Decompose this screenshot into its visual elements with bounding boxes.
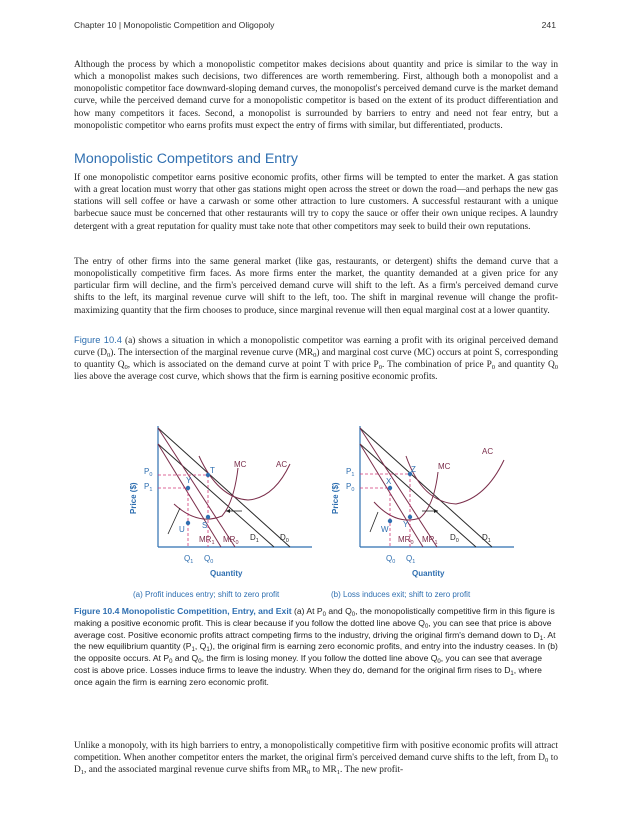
label-mc: MC xyxy=(234,460,247,469)
label-mr0: $MR_0$ xyxy=(398,535,414,546)
point-y xyxy=(408,515,412,519)
label-ac: AC xyxy=(482,447,494,456)
paragraph-demand-shift: The entry of other firms into the same general market (like gas, restaurants, or detergent) shifts the demand curve that a monopolistically competitive firm faces. As more firms enter the market, the quantity demanded at a given price for any particular firm will decline, and the firm's perceived demand curve will shift to the left. As a firm's perceived demand curve shifts to the left, its marginal revenue curve will shift to the left, too. The shift in marginal revenue will change the profit-maximizing quantity that the firm chooses to produce, since marginal revenue will then equal marginal cost at a lower quantity. xyxy=(74,257,558,316)
label-p0: $P_0$ xyxy=(144,467,153,478)
label-d0: $D_0$ xyxy=(450,533,459,544)
page-number: 241 xyxy=(541,20,556,30)
caption-title: Figure 10.4 Monopolistic Competition, Entry, and Exit xyxy=(74,606,292,616)
label-p1: $P_1$ xyxy=(346,467,355,478)
graph-panel-b xyxy=(326,416,530,601)
mr-curve-1 xyxy=(158,444,221,547)
paragraph-figure-reference: Figure 10.4 (a) shows a situation in which a monopolistic competitor was earning a profit with its original perceived demand curve $(D_0)$. The intersection of the marginal revenue curve $(MR_0)$ and marginal cost curve (MC) occurs at point S, corresponding to quantity $Q_0$, which is associated on the demand curve at point T with price $P_0$. The combination of price $P_0$ and quantity $Q_0$ lies above the average cost curve, which shows that the firm is earning positive economic profits. xyxy=(74,335,558,383)
label-p1: $P_1$ xyxy=(144,482,153,493)
paragraph-closing: Unlike a monopoly, with its high barriers to entry, a monopolistically competitive firm with positive economic profits will attract competition. When another competitor enters the market, the original firm's perceived demand curve shifts to the left, from $D_0$ to $D_1$, and the associated marginal revenue curve shifts from $MR_0$ to $MR_1$. The new profit- xyxy=(74,741,558,777)
label-z: Z xyxy=(411,465,416,474)
page-header xyxy=(74,20,556,34)
y-axis-label: Price ($) xyxy=(331,482,340,514)
label-x: X xyxy=(386,477,392,486)
subtitle-panel-b: (b) Loss induces exit; shift to zero profit xyxy=(331,590,471,599)
label-p0: $P_0$ xyxy=(346,482,355,493)
label-q0: $Q_0$ xyxy=(204,554,214,565)
label-d1: $D_1$ xyxy=(250,533,259,544)
label-mr0: $MR_0$ xyxy=(223,535,239,546)
point-x xyxy=(388,486,392,490)
mc-curve xyxy=(374,472,438,520)
shift-arrow-mr xyxy=(370,512,378,532)
label-mr1: $MR_1$ xyxy=(422,535,438,546)
graph-panel-a xyxy=(124,416,328,601)
label-ac: AC xyxy=(276,460,288,469)
x-axis-label: Quantity xyxy=(210,569,243,578)
demand-curve-d0 xyxy=(360,444,476,547)
label-d1: $D_1$ xyxy=(482,533,491,544)
label-u: U xyxy=(179,525,185,534)
chapter-title: Chapter 10 | Monopolistic Competition and Oligopoly xyxy=(74,20,275,30)
label-q1: $Q_1$ xyxy=(184,554,194,565)
point-s xyxy=(206,515,210,519)
section-heading: Monopolistic Competitors and Entry xyxy=(74,151,298,167)
paragraph-entry-temptation: If one monopolistic competitor earns positive economic profits, other firms will be tempted to enter the market. A gas station with a great location must worry that other gas stations might open across the street or down the road—and perhaps the new gas stations will sell coffee or have a carwash or some other attraction to lure customers. A successful restaurant with a unique barbecue sauce must be concerned that other restaurants will try to copy the sauce or offer their own unique recipes. A laundry detergent with a great reputation for quality must take note that other competitors may seek to build their own reputations. xyxy=(74,173,558,232)
label-q0: $Q_0$ xyxy=(386,554,396,565)
label-t: T xyxy=(210,466,215,475)
point-w xyxy=(388,519,392,523)
label-d0: $D_0$ xyxy=(280,533,289,544)
figure-caption: Figure 10.4 Monopolistic Competition, Entry, and Exit (a) At $P_0$ and $Q_0$, the monopolistically competitive firm in this figure is making a positive economic profit. This is clear because if you follow the dotted line above $Q_0$, you can see that price is above average cost. Positive economic profits attract competing firms to the industry, driving the original firm's demand down to $D_1$. At the new equilibrium quantity ($P_1$, $Q_1$), the original firm is earning zero economic profits, and entry into the industry ceases. In (b) the opposite occurs. At $P_0$ and $Q_0$, the firm is losing money. If you follow the dotted line above $Q_0$, you can see that average cost is above price. Losses induce firms to leave the industry. When they do, demand for the original firm rises to $D_1$, where once again the firm is earning zero economic profit. xyxy=(74,606,558,687)
label-q1: $Q_1$ xyxy=(406,554,416,565)
y-axis-label: Price ($) xyxy=(129,482,138,514)
label-mc: MC xyxy=(438,462,451,471)
label-s: S xyxy=(202,521,208,530)
point-u xyxy=(186,521,190,525)
label-mr1: $MR_1$ xyxy=(199,535,215,546)
intro-paragraph: Although the process by which a monopolistic competitor makes decisions about quantity and price is similar to the way in which a monopolist makes such decisions, two differences are worth remembering. First, although both a monopolist and a monopolistic competitor face downward-sloping demand curves, the monopolist's perceived demand curve is the market demand curve, while the perceived demand curve for a monopolistic competitor is based on the extent of its product differentiation and how many competitors it faces. Second, a monopolist is surrounded by barriers to entry and need not fear entry, but a monopolistic competitor who earns profits must expect the entry of firms with similar, but differentiated, products. xyxy=(74,60,558,131)
subtitle-panel-a: (a) Profit induces entry; shift to zero profit xyxy=(133,590,280,599)
demand-curve-d1 xyxy=(158,444,274,547)
point-y xyxy=(186,486,190,490)
label-y: Y xyxy=(403,520,409,529)
label-y: Y xyxy=(186,476,192,485)
ac-curve xyxy=(406,456,504,504)
x-axis-label: Quantity xyxy=(412,569,445,578)
label-w: W xyxy=(381,525,389,534)
figure-10-4-link[interactable]: Figure 10.4 xyxy=(74,335,122,345)
mr-curve-0 xyxy=(360,444,423,547)
